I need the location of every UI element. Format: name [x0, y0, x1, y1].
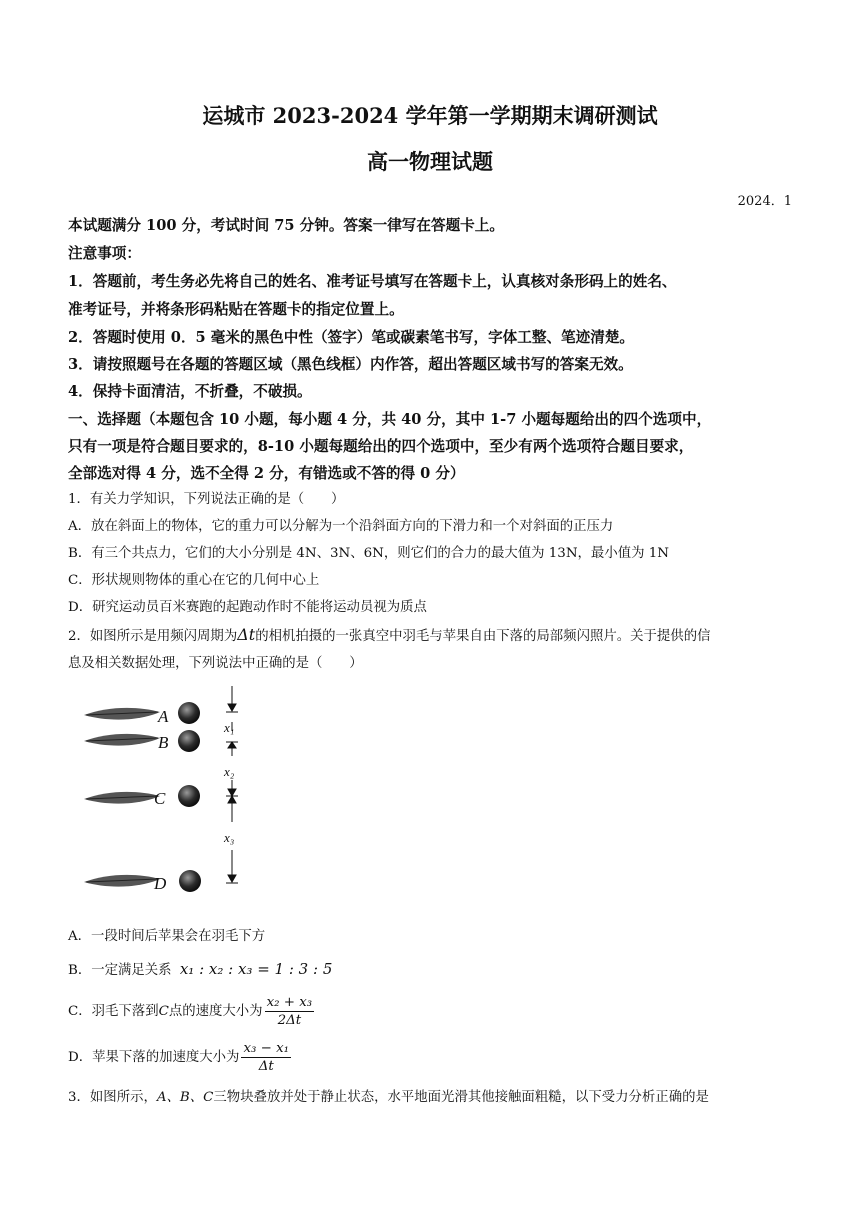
q2-option-c-post: 点的速度大小为 — [168, 1004, 263, 1019]
notice-1b: 准考证号，并将条形码粘贴在答题卡的指定位置上。 — [68, 301, 404, 318]
feather-icon — [84, 734, 160, 746]
notice-3: 3．请按照题号在各题的答题区域（黑色线框）内作答，超出答题区域书写的答案无效。 — [68, 356, 633, 373]
strobe-photo-figure — [78, 682, 250, 904]
fraction-denominator: Δt — [258, 1059, 274, 1074]
exam-date: 2024．1 — [737, 194, 792, 209]
q3-stem-post: 三物块叠放并处于静止状态，水平地面光滑其他接触面粗糙，以下受力分析正确的是 — [213, 1090, 709, 1105]
q2-option-d-text: D．苹果下落的加速度大小为 — [68, 1050, 240, 1065]
notice-4: 4．保持卡面清洁，不折叠，不破损。 — [68, 383, 312, 400]
q1-option-b: B．有三个共点力，它们的大小分别是 4N、3N、6N，则它们的合力的最大值为 13N，最小值为 1N — [68, 546, 669, 561]
distance-markers — [226, 686, 238, 883]
section-heading-1: 一、选择题（本题包含 10 小题，每小题 4 分，共 40 分，其中 1-7 小题每题给出的四个选项中， — [68, 411, 712, 428]
label-a: A — [158, 707, 169, 726]
q2-stem-line2: 息及相关数据处理，下列说法中正确的是（ ） — [68, 656, 363, 671]
q1-option-c: C．形状规则物体的重心在它的几何中心上 — [68, 573, 320, 588]
q2-option-c-point: C — [158, 1004, 169, 1019]
q1-option-a: A．放在斜面上的物体，它的重力可以分解为一个沿斜面方向的下滑力和一个对斜面的正压力 — [68, 519, 614, 534]
feather-icon — [84, 875, 160, 887]
q3-stem-pre: 3．如图所示， — [68, 1090, 157, 1105]
q2-option-c — [68, 994, 794, 1029]
q2-option-b — [68, 959, 794, 978]
q2-option-d-fraction — [241, 1040, 291, 1075]
feather-icon — [84, 792, 160, 804]
q2-option-c-pre: C．羽毛下落到 — [68, 1004, 159, 1019]
q2-delta-t: Δt — [237, 625, 256, 644]
apple-icon — [178, 702, 200, 724]
section-heading-2: 只有一项是符合题目要求的，8-10 小题每题给出的四个选项中，至少有两个选项符合题目要求， — [68, 438, 694, 455]
q2-option-b-text: B．一定满足关系 — [68, 963, 172, 978]
apple-icon — [178, 785, 200, 807]
q3-stem-abc: A、B、C — [156, 1090, 214, 1105]
q3-stem — [68, 1086, 794, 1105]
feather-icon — [84, 708, 160, 720]
label-c: C — [154, 789, 166, 808]
page-title: 运城市 2023-2024 学年第一学期期末调研测试 — [202, 103, 658, 128]
fraction-numerator: x₂ + x₃ — [266, 995, 313, 1010]
q2-stem-part2: 的相机拍摄的一张真空中羽毛与苹果自由下落的局部频闪照片。关于提供的信 — [255, 629, 711, 644]
q1-stem: 1．有关力学知识，下列说法正确的是（ ） — [68, 492, 345, 507]
label-x1: x₁ — [224, 720, 235, 735]
label-x3: x₃ — [224, 830, 235, 845]
notice-heading: 注意事项： — [68, 245, 141, 262]
q2-option-c-fraction — [265, 994, 315, 1029]
apple-icon — [179, 870, 201, 892]
label-x2: x₂ — [224, 764, 235, 779]
fraction-denominator: 2Δt — [277, 1013, 302, 1028]
fraction-numerator: x₃ − x₁ — [243, 1041, 290, 1056]
q2-option-d — [68, 1040, 794, 1075]
apple-icon — [178, 730, 200, 752]
exam-rules: 本试题满分 100 分，考试时间 75 分钟。答案一律写在答题卡上。 — [68, 217, 504, 234]
label-d: D — [154, 874, 167, 893]
section-heading-3: 全部选对得 4 分，选不全得 2 分，有错选或不答的得 0 分） — [68, 465, 465, 482]
label-b: B — [158, 733, 169, 752]
q2-stem — [68, 625, 794, 644]
q2-option-b-math: x₁ : x₂ : x₃ = 1 : 3 : 5 — [179, 960, 333, 978]
q2-option-a: A．一段时间后苹果会在羽毛下方 — [68, 929, 266, 944]
q1-option-d: D．研究运动员百米赛跑的起跑动作时不能将运动员视为质点 — [68, 600, 427, 615]
page-subtitle: 高一物理试题 — [367, 149, 493, 174]
notice-1a: 1．答题前，考生务必先将自己的姓名、准考证号填写在答题卡上，认真核对条形码上的姓名、 — [68, 273, 677, 290]
q2-stem-part1: 2．如图所示是用频闪周期为 — [68, 629, 238, 644]
notice-2: 2．答题时使用 0．5 毫米的黑色中性（签字）笔或碳素笔书写，字体工整、笔迹清楚。 — [68, 329, 635, 346]
